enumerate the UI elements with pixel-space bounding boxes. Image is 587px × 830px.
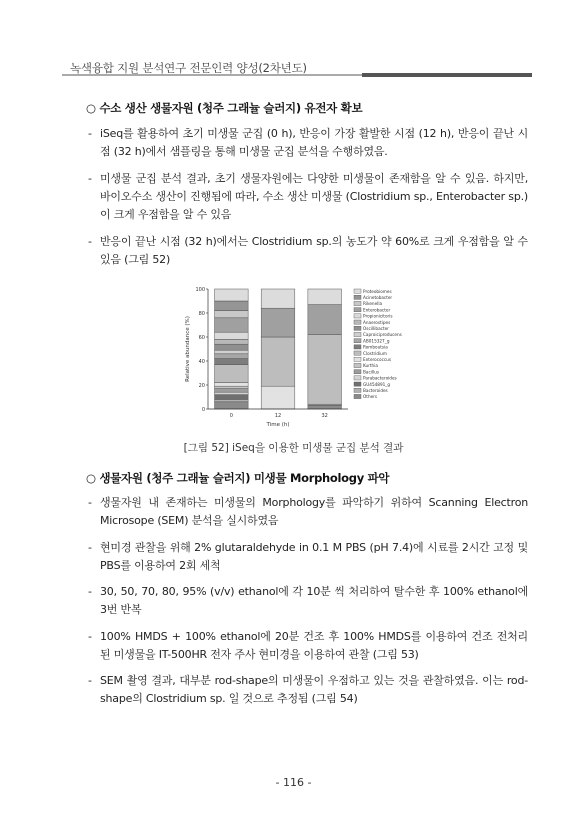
legend-label: Enterobacter xyxy=(363,307,391,313)
bar-segment xyxy=(215,386,249,388)
legend-swatch xyxy=(354,394,361,398)
bar-segment xyxy=(261,308,295,337)
legend-swatch xyxy=(354,289,361,293)
x-axis-label: Time (h) xyxy=(266,422,290,428)
y-tick-label: 60 xyxy=(198,334,205,341)
legend-swatch xyxy=(354,363,361,367)
x-tick-label: 0 xyxy=(229,413,233,419)
bar-segment xyxy=(215,344,249,350)
legend-swatch xyxy=(354,388,361,392)
legend-label: Romboutsia xyxy=(363,344,388,350)
legend-label: GU454891_g xyxy=(363,381,391,387)
bar-segment xyxy=(215,354,249,359)
bar-segment xyxy=(261,289,295,308)
section1-bullet-3: - 반응이 끝난 시점 (32 h)에서는 Clostridium sp.의 농도가 약 60%로 크게 우점함을 알 수 있음 (그림 52) xyxy=(88,233,528,269)
header-title: 녹색융합 지원 분석연구 전문인력 양성(2차년도) xyxy=(70,61,307,75)
legend-label: AB015327_g xyxy=(363,338,390,344)
bar-segment xyxy=(308,335,342,405)
bar-segment xyxy=(215,350,249,354)
bar-segment xyxy=(215,389,249,393)
bar-segment xyxy=(215,399,249,401)
legend-swatch xyxy=(354,308,361,312)
bar-segment xyxy=(215,383,249,387)
legend-swatch xyxy=(354,314,361,318)
legend-swatch xyxy=(354,326,361,330)
legend-label: Oscillibacter xyxy=(363,326,389,331)
bar-segment xyxy=(215,301,249,311)
section2-bullet-4: - 100% HMDS + 100% ethanol에 20분 건조 후 100% HMDS를 이용하여 건조 전처리 된 미생물을 IT-500HR 전자 주사 현미경을 이용하여 관찰 (그림 53) xyxy=(88,628,528,664)
legend-label: Caproiciproducens xyxy=(363,332,402,338)
legend-swatch xyxy=(354,345,361,349)
bar-segment xyxy=(261,337,295,386)
y-tick-label: 100 xyxy=(195,286,205,293)
bar-segment xyxy=(308,405,342,409)
y-axis-label: Relative abundance (%) xyxy=(185,316,191,382)
legend-swatch xyxy=(354,332,361,336)
bullet-text: 반응이 끝난 시점 (32 h)에서는 Clostridium sp.의 농도가 약 60%로 크게 우점함을 알 수 있음 (그림 52) xyxy=(100,235,528,266)
y-tick-label: 80 xyxy=(198,310,205,317)
x-tick-label: 32 xyxy=(321,413,328,419)
bar-segment xyxy=(215,402,249,409)
figure-caption: [그림 52] iSeq을 이용한 미생물 군집 분석 결과 xyxy=(183,442,404,454)
legend-swatch xyxy=(354,351,361,355)
y-tick-label: 20 xyxy=(198,382,205,389)
legend-label: Anaerostipes xyxy=(363,319,391,325)
bullet-text: 미생물 군집 분석 결과, 초기 생물자원에는 다양한 미생물이 존재함을 알 수 있음. 하지만, 바이오수소 생산이 진행됨에 따라, 수소 생산 미생물 (Clostridium sp., Enterobacter sp.)이 크게 우점함을 알 수 있음 xyxy=(100,172,528,221)
legend-label: Clostridium xyxy=(363,350,387,356)
legend-swatch xyxy=(354,295,361,299)
bar-segment xyxy=(215,395,249,400)
legend-swatch xyxy=(354,370,361,374)
legend-swatch xyxy=(354,320,361,324)
legend-swatch xyxy=(354,357,361,361)
legend-label: Others xyxy=(363,394,378,400)
section2-bullet-1: - 생물자원 내 존재하는 미생물의 Morphology를 파악하기 위하여 Scanning Electron Microsope (SEM) 분석을 실시하였음 xyxy=(88,494,528,530)
legend-label: Enterococcus xyxy=(363,357,392,362)
bullet-text: 100% HMDS + 100% ethanol에 20분 건조 후 100% HMDS를 이용하여 건조 전처리 된 미생물을 IT-500HR 전자 주사 현미경을 이용하여 관찰 (그림 53) xyxy=(100,630,528,661)
legend-swatch xyxy=(354,382,361,386)
section1-bullet-1: - iSeq를 활용하여 초기 미생물 군집 (0 h), 반응이 가장 활발한 시점 (12 h), 반응이 끝난 시점 (32 h)에서 샘플링을 통해 미생물 군집 분석을 수행하였음. xyxy=(88,125,528,161)
section2-bullet-3: - 30, 50, 70, 80, 95% (v/v) ethanol에 각 10분 씩 처리하여 탈수한 후 100% ethanol에 3번 반복 xyxy=(88,583,528,619)
header-rule xyxy=(62,73,532,77)
bar-segment xyxy=(215,289,249,301)
bar-segment xyxy=(215,332,249,339)
bar-segment xyxy=(308,305,342,335)
bar-segment xyxy=(261,386,295,409)
legend-label: Proteobiomes xyxy=(363,288,392,294)
legend-swatch xyxy=(354,376,361,380)
bar-segment xyxy=(215,359,249,365)
x-tick-label: 12 xyxy=(274,413,282,419)
legend-swatch xyxy=(354,339,361,343)
page-number: - 116 - xyxy=(275,776,312,789)
section2-bullet-5: - SEM 촬영 결과, 대부분 rod-shape의 미생물이 우점하고 있는 것을 관찰하였음. 이는 rod-shape의 Clostridium sp. 일 것으로 추정됨 (그림 54) xyxy=(88,672,528,708)
legend-swatch xyxy=(354,301,361,305)
bullet-text: 현미경 관찰을 위해 2% glutaraldehyde in 0.1 M PBS (pH 7.4)에 시료를 2시간 고정 및 PBS를 이용하여 2회 세척 xyxy=(100,541,528,572)
microbial-community-chart xyxy=(180,283,420,428)
legend-label: Bacillus xyxy=(363,369,380,375)
legend-label: Bacteroides xyxy=(363,388,388,393)
legend-label: Parabacteroides xyxy=(363,375,397,381)
legend-label: Kurthia xyxy=(363,363,378,369)
y-tick-label: 0 xyxy=(201,406,205,413)
section2-bullet-2: - 현미경 관찰을 위해 2% glutaraldehyde in 0.1 M PBS (pH 7.4)에 시료를 2시간 고정 및 PBS를 이용하여 2회 세척 xyxy=(88,539,528,575)
legend-label: Propionicitoris xyxy=(363,313,393,319)
bar-segment xyxy=(215,392,249,394)
bar-segment xyxy=(215,365,249,383)
bullet-text: 생물자원 내 존재하는 미생물의 Morphology를 파악하기 위하여 Scanning Electron Microsope (SEM) 분석을 실시하였음 xyxy=(100,496,528,527)
section1-heading: ○ 수소 생산 생물자원 (청주 그래뉼 슬러지) 유전자 확보 xyxy=(86,101,363,115)
bullet-text: 30, 50, 70, 80, 95% (v/v) ethanol에 각 10분 씩 처리하여 탈수한 후 100% ethanol에 3번 반복 xyxy=(100,585,528,616)
section1-bullet-2: - 미생물 군집 분석 결과, 초기 생물자원에는 다양한 미생물이 존재함을 알 수 있음. 하지만, 바이오수소 생산이 진행됨에 따라, 수소 생산 미생물 (Clostridium sp., Enterobacter sp.)이 크게 우점함을 알 수 있음 xyxy=(88,170,528,224)
bullet-text: SEM 촬영 결과, 대부분 rod-shape의 미생물이 우점하고 있는 것을 관찰하였음. 이는 rod-shape의 Clostridium sp. 일 것으로 추정됨 (그림 54) xyxy=(100,674,528,705)
bullet-text: iSeq를 활용하여 초기 미생물 군집 (0 h), 반응이 가장 활발한 시점 (12 h), 반응이 끝난 시점 (32 h)에서 샘플링을 통해 미생물 군집 분석을 수행하였음. xyxy=(100,127,528,158)
legend-label: Acinetobacter xyxy=(363,295,393,300)
bar-segment xyxy=(308,289,342,305)
y-tick-label: 40 xyxy=(198,358,205,365)
section2-heading: ○ 생물자원 (청주 그래뉼 슬러지) 미생물 Morphology 파악 xyxy=(86,471,390,485)
bar-segment xyxy=(215,339,249,344)
bar-segment xyxy=(215,318,249,332)
bar-segment xyxy=(215,311,249,318)
legend-label: Rikenella xyxy=(363,301,383,307)
